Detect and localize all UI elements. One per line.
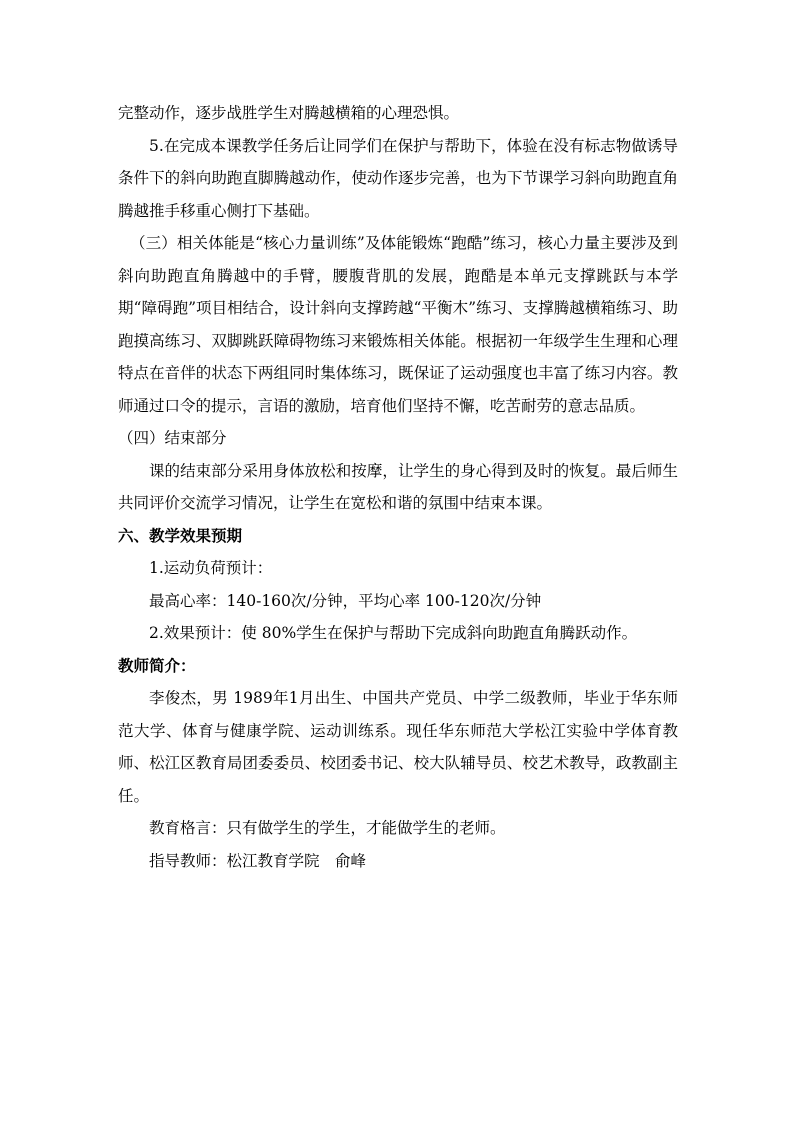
paragraph-continuation: 完整动作，逐步战胜学生对腾越横箱的心理恐惧。 [118,104,460,122]
section-heading-six: 六、教学效果预期 [118,526,243,545]
paragraph-advisor: 指导教师：松江教育学院 俞峰 [149,851,367,870]
paragraph-ending: 课的结束部分采用身体放松和按摩，让学生的身心得到及时的恢复。最后师生共同评价交流学习情况，让学生在宽松和谐的氛围中结束本课。 [118,461,678,512]
section-heading-four: （四）结束部分 [118,429,227,447]
paragraph-effect-estimate: 2.效果预计：使 80%学生在保护与帮助下完成斜向助跑直角腾跃动作。 [149,624,638,642]
paragraph-teacher-bio: 李俊杰，男 1989年1月出生、中国共产党员、中学二级教师，毕业于华东师范大学、体育与健康学院、运动训练系。现任华东师范大学松江实验中学体育教师、松江区教育局团委委员、校团委书记、校大队辅导员、校艺术教导，政教副主任。 [118,689,678,805]
document-page [118,97,678,877]
paragraph-load-estimate: 1.运动负荷预计： [149,559,273,577]
paragraph-heart-rate: 最高心率：140-160次/分钟，平均心率 100-120次/分钟 [149,591,542,610]
paragraph-motto: 教育格言：只有做学生的学生，才能做学生的老师。 [149,819,506,837]
paragraph-item-5: 5.在完成本课教学任务后让同学们在保护与帮助下，体验在没有标志物做诱导条件下的斜向助跑直脚腾越动作，使动作逐步完善，也为下节课学习斜向助跑直角腾越推手移重心侧打下基础。 [118,136,678,220]
paragraph-section-three: （三）相关体能是“核心力量训练”及体能锻炼“跑酷”练习，核心力量主要涉及到斜向助跑直角腾越中的手臂，腰腹背肌的发展，跑酷是本单元支撑跳跃与本学期“障碍跑”项目相结合，设计斜向支撑跨越“平衡木”练习、支撑腾越横箱练习、助跑摸高练习、双脚跳跃障碍物练习来锻炼相关体能。根据初一年级学生生理和心理特点在音伴的状态下两组同时集体练习，既保证了运动强度也丰富了练习内容。教师通过口令的提示，言语的激励，培育他们坚持不懈，吃苦耐劳的意志品质。 [118,234,678,415]
section-heading-teacher: 教师简介： [118,656,196,675]
